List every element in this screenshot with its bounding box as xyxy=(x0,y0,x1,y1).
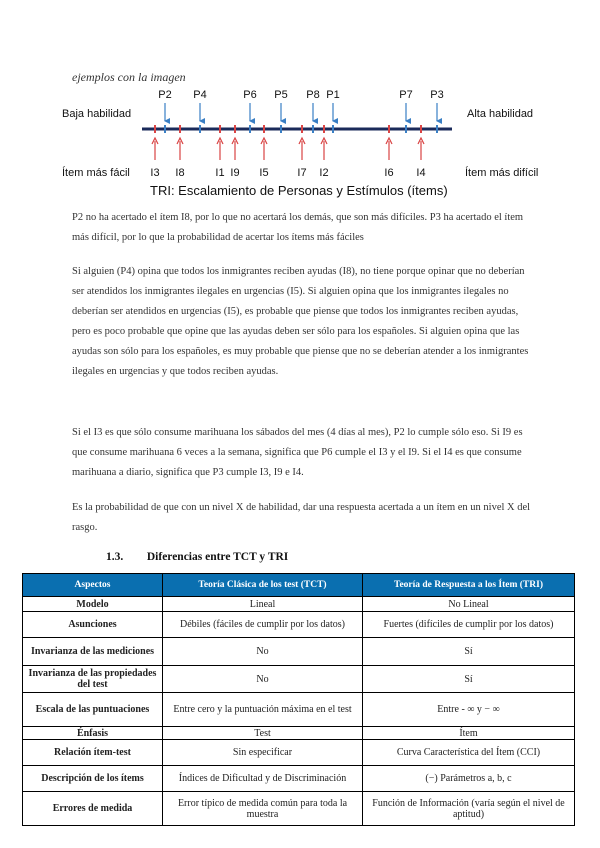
table-row xyxy=(23,666,575,693)
row-tct: No xyxy=(163,666,363,693)
item-marker-i9 xyxy=(230,125,239,179)
paragraph-3: Si el I3 es que sólo consume marihuana los sábados del mes (4 días al mes), P2 lo cumple sólo eso. Si I9 es que consume marihuana 6 veces a la semana, significa que P6 cumple el I3 y el I9. Si el I4 es que consume marihuana a diario, significa que P3 cumple I3, I9 e I4. xyxy=(72,427,523,478)
row-tct: Índices de Dificultad y de Discriminación xyxy=(163,766,363,792)
person-marker-p1 xyxy=(326,89,339,133)
row-tri: Función de Información (varía según el nivel de aptitud) xyxy=(363,792,575,826)
item-marker-i8 xyxy=(175,125,184,179)
table-row xyxy=(23,693,575,727)
tri-scaling-diagram xyxy=(0,0,600,210)
row-aspect: Descripción de los ítems xyxy=(23,766,163,792)
header-tct: Teoría Clásica de los test (TCT) xyxy=(163,574,363,597)
header-aspects: Aspectos xyxy=(23,574,163,597)
person-marker-p8 xyxy=(306,89,319,133)
row-tri: Sí xyxy=(363,638,575,666)
high-ability-label: Alta habilidad xyxy=(467,108,534,120)
person-label: P6 xyxy=(243,89,257,101)
person-marker-p3 xyxy=(430,89,443,133)
item-marker-i2 xyxy=(319,125,328,179)
item-label: I2 xyxy=(319,167,329,179)
section-number: 1.3. xyxy=(106,551,124,563)
section-heading xyxy=(106,551,288,563)
table-row xyxy=(23,766,575,792)
diagram-caption: ejemplos con la imagen xyxy=(72,70,186,84)
table-row xyxy=(23,727,575,740)
table-row xyxy=(23,740,575,766)
items-group xyxy=(150,125,425,179)
row-tct: Error típico de medida común para toda la muestra xyxy=(163,792,363,826)
table-header-row xyxy=(23,574,575,597)
diagram-title: TRI: Escalamiento de Personas y Estímulos (ítems) xyxy=(150,183,448,198)
section-title-text: Diferencias entre TCT y TRI xyxy=(146,551,289,563)
paragraph-4: Es la probabilidad de que con un nivel X de habilidad, dar una respuesta acertada a un ítem en un nivel X del rasgo. xyxy=(72,502,531,533)
item-marker-i3 xyxy=(150,125,159,179)
low-ability-label: Baja habilidad xyxy=(62,108,132,120)
row-tri: (−) Parámetros a, b, c xyxy=(363,766,575,792)
person-marker-p2 xyxy=(158,89,171,133)
row-tri: Sí xyxy=(363,666,575,693)
row-tri: No Lineal xyxy=(363,597,575,612)
person-marker-p7 xyxy=(399,89,412,133)
row-aspect: Invarianza de las mediciones xyxy=(23,638,163,666)
item-marker-i4 xyxy=(416,125,425,179)
person-label: P1 xyxy=(326,89,340,101)
row-aspect: Énfasis xyxy=(23,727,163,740)
item-label: I5 xyxy=(259,167,269,179)
row-aspect: Escala de las puntuaciones xyxy=(23,693,163,727)
row-tri: Entre - ∞ y − ∞ xyxy=(363,693,575,727)
person-label: P3 xyxy=(430,89,444,101)
person-label: P4 xyxy=(193,89,207,101)
person-marker-p4 xyxy=(193,89,206,133)
row-tri: Curva Característica del Ítem (CCI) xyxy=(363,740,575,766)
item-label: I1 xyxy=(215,167,225,179)
table-row xyxy=(23,597,575,612)
item-label: I7 xyxy=(297,167,307,179)
row-aspect: Invarianza de las propiedades del test xyxy=(23,666,163,693)
header-tri: Teoría de Respuesta a los Ítem (TRI) xyxy=(363,574,575,597)
item-label: I8 xyxy=(175,167,185,179)
row-tct: Sin especificar xyxy=(163,740,363,766)
hardest-item-label: Ítem más difícil xyxy=(465,167,539,179)
item-label: I9 xyxy=(230,167,240,179)
comparison-table xyxy=(22,573,575,826)
item-label: I6 xyxy=(384,167,394,179)
item-label: I4 xyxy=(416,167,426,179)
row-tct: Lineal xyxy=(163,597,363,612)
paragraph-2: Si alguien (P4) opina que todos los inmigrantes reciben ayudas (I8), no tiene porque opinar que no deberían ser atendidos los inmigrantes ilegales en urgencias (I5). Si alguien opina que los inmigrantes ilegales no deberían ser atendidos en urgencias (I5), es probable que piense que todos los inmigrantes reciben ayudas, pero es poco probable que opine que las ayudas deben ser sólo para los españoles. Si alguien opina que las ayudas son sólo para los españoles, es muy probable que piense que no se deberían atender a los inmigrantes ilegales en urgencias y que todos reciben ayudas. xyxy=(72,266,529,377)
row-tct: No xyxy=(163,638,363,666)
row-tri: Fuertes (difíciles de cumplir por los datos) xyxy=(363,612,575,638)
row-tct: Test xyxy=(163,727,363,740)
person-marker-p5 xyxy=(274,89,287,133)
person-label: P8 xyxy=(306,89,320,101)
person-marker-p6 xyxy=(243,89,256,133)
row-aspect: Errores de medida xyxy=(23,792,163,826)
item-marker-i1 xyxy=(215,125,224,179)
item-marker-i5 xyxy=(259,125,268,179)
table-row xyxy=(23,612,575,638)
table-row xyxy=(23,638,575,666)
row-tri: Ítem xyxy=(363,727,575,740)
person-label: P5 xyxy=(274,89,288,101)
row-aspect: Asunciones xyxy=(23,612,163,638)
item-marker-i6 xyxy=(384,125,393,179)
paragraph-1: P2 no ha acertado el ítem I8, por lo que no acertará los demás, que son más difíciles. P3 ha acertado el ítem más difícil, por lo que la probabilidad de acertar los ítems más fáciles xyxy=(72,212,524,243)
person-label: P7 xyxy=(399,89,413,101)
person-label: P2 xyxy=(158,89,172,101)
row-aspect: Relación ítem-test xyxy=(23,740,163,766)
item-label: I3 xyxy=(150,167,160,179)
row-tct: Débiles (fáciles de cumplir por los datos) xyxy=(163,612,363,638)
row-aspect: Modelo xyxy=(23,597,163,612)
table-row xyxy=(23,792,575,826)
item-marker-i7 xyxy=(297,125,306,179)
easiest-item-label: Ítem más fácil xyxy=(62,167,130,179)
row-tct: Entre cero y la puntuación máxima en el test xyxy=(163,693,363,727)
